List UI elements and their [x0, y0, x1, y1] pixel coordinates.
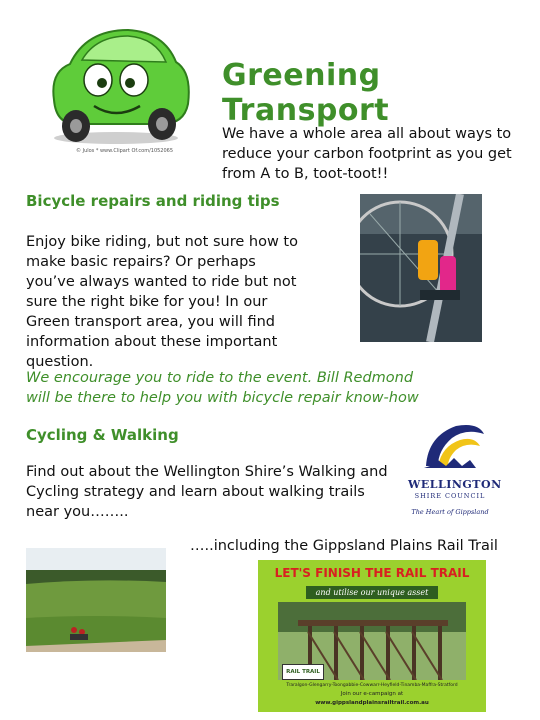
intro-text: We have a whole area all about ways to reduce your carbon footprint as you get from A to B, toot-toot!! [222, 126, 512, 182]
wellington-shire-logo [408, 420, 502, 520]
poster-badge-label: RAIL TRAIL [286, 669, 320, 675]
bike-section-body: Enjoy bike riding, but not sure how to make basic repairs? Or perhaps you’ve always wanted to ride but not sure the right bike for you! In our Green transport area, you will find information about these important question. [26, 234, 298, 370]
wellington-logo-name: WELLINGTON [408, 478, 502, 491]
poster-subline: and utilise our unique asset [306, 586, 438, 599]
rail-trail-poster [258, 560, 486, 712]
walk-section-heading: Cycling & Walking [26, 426, 179, 444]
poster-towns: Traralgon-Glengarry-Toongabbie-Cowwarr-Heyfield-Tinamba-Maffra-Stratford [286, 683, 458, 688]
wellington-logo-tagline: The Heart of Gippsland [411, 508, 489, 516]
green-car-illustration [36, 20, 196, 148]
poster-rail-trail-badge [282, 664, 324, 680]
bike-callout: We encourage you to ride to the event. Bill Redmond will be there to help you with bicycle repair know-how [26, 370, 419, 406]
poster-url: www.gippslandplainsrailtrail.com.au [315, 700, 429, 706]
bike-section-heading: Bicycle repairs and riding tips [26, 192, 280, 210]
page-title: Greening Transport [222, 58, 390, 128]
countryside-cycling-photo [26, 548, 166, 652]
poster-headline: LET'S FINISH THE RAIL TRAIL [274, 566, 470, 580]
rail-trail-line: …..including the Gippsland Plains Rail Trail [190, 538, 498, 554]
wellington-logo-sub: SHIRE COUNCIL [414, 492, 486, 500]
poster-join: Join our e-campaign at [340, 691, 404, 697]
wellington-emblem-icon [408, 420, 492, 474]
car-image-credit: © Julos * www.Clipart Of.com/1052065 [76, 148, 174, 154]
walk-section-body: Find out about the Wellington Shire’s Walking and Cycling strategy and learn about walking trails near you…….. [26, 464, 388, 520]
bicycle-photo [360, 194, 482, 342]
